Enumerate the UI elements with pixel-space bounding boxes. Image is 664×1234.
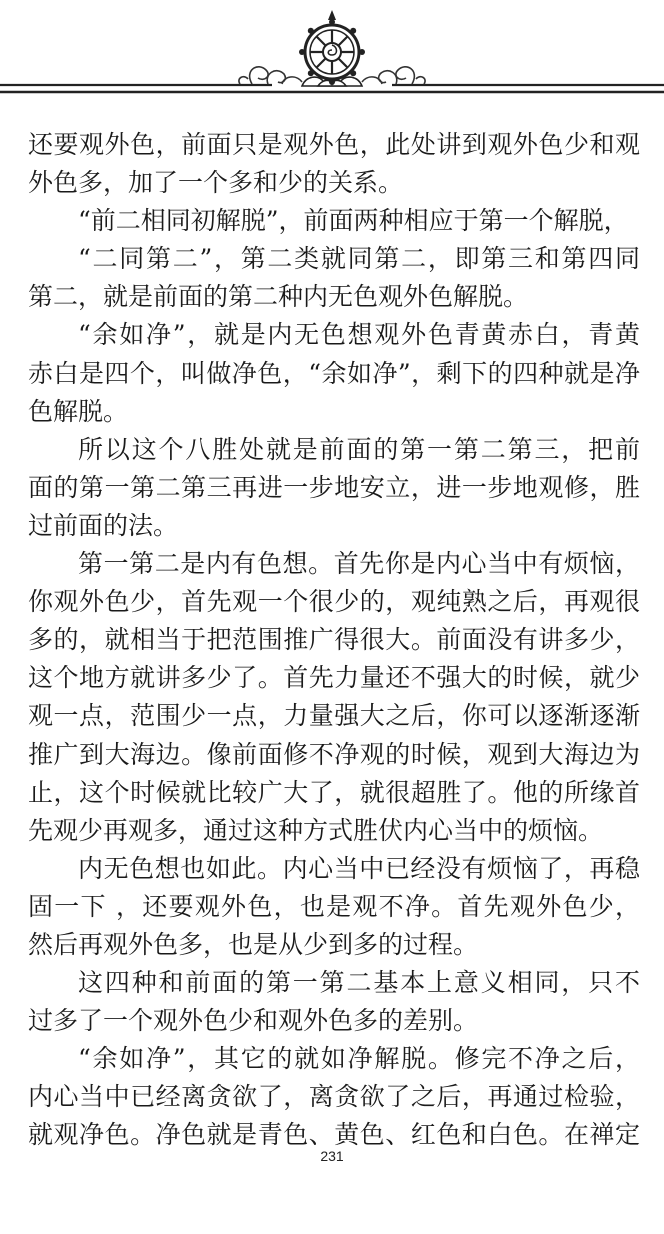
text-line: 还要观外色，前面只是观外色，此处讲到观外色少和观 bbox=[28, 130, 640, 159]
text-line: “二同第二”，第二类就同第二，即第三和第四同 bbox=[78, 244, 640, 274]
text-line: 第一第二是内有色想。首先你是内心当中有烦恼， bbox=[78, 549, 640, 579]
text-line: 多的，就相当于把范围推广得很大。前面没有讲多少， bbox=[28, 625, 640, 655]
text-line: 面的第一第二第三再进一步地安立，进一步地观修，胜 bbox=[28, 472, 640, 502]
text-line: 第二，就是前面的第二种内无色观外色解脱。 bbox=[28, 282, 529, 312]
text-line: 先观少再观多，通过这种方式胜伏内心当中的烦恼。 bbox=[28, 815, 604, 845]
dharma-wheel-icon bbox=[0, 0, 664, 110]
text-line: 固一下 ，还要观外色，也是观不净。首先观外色少， bbox=[28, 891, 640, 921]
text-line: 内无色想也如此。内心当中已经没有烦恼了，再稳 bbox=[78, 853, 640, 883]
text-line: 然后再观外色多，也是从少到多的过程。 bbox=[28, 929, 479, 959]
page-number: 231 bbox=[320, 1148, 344, 1164]
text-line: 就观净色。净色就是青色、黄色、红色和白色。在禅定 bbox=[28, 1120, 640, 1150]
page-header-ornament bbox=[0, 0, 664, 110]
text-line: 推广到大海边。像前面修不净观的时候，观到大海边为 bbox=[28, 739, 640, 769]
text-line: 止，这个时候就比较广大了，就很超胜了。他的所缘首 bbox=[28, 777, 640, 807]
text-line: “余如净”，就是内无色想观外色青黄赤白，青黄 bbox=[78, 320, 640, 350]
text-line: 这个地方就讲多少了。首先力量还不强大的时候，就少 bbox=[28, 663, 640, 693]
text-line: “余如净”，其它的就如净解脱。修完不净之后， bbox=[78, 1044, 640, 1074]
text-line: 过多了一个观外色少和观外色多的差别。 bbox=[28, 1006, 479, 1036]
text-line: 你观外色少，首先观一个很少的，观纯熟之后，再观很 bbox=[28, 587, 640, 617]
text-line: 所以这个八胜处就是前面的第一第二第三，把前 bbox=[78, 434, 640, 464]
text-line: 外色多，加了一个多和少的关系。 bbox=[28, 168, 404, 198]
text-line: 色解脱。 bbox=[28, 396, 129, 426]
text-line: 观一点，范围少一点，力量强大之后，你可以逐渐逐渐 bbox=[28, 701, 640, 731]
text-line: 过前面的法。 bbox=[28, 510, 179, 540]
text-line: “前二相同初解脱”，前面两种相应于第一个解脱， bbox=[78, 206, 629, 236]
text-line: 内心当中已经离贪欲了，离贪欲了之后，再通过检验， bbox=[28, 1082, 640, 1112]
text-line: 这四种和前面的第一第二基本上意义相同，只不 bbox=[78, 968, 640, 998]
text-line: 赤白是四个，叫做净色，“余如净”，剩下的四种就是净 bbox=[28, 358, 640, 388]
body-text bbox=[28, 126, 640, 1155]
